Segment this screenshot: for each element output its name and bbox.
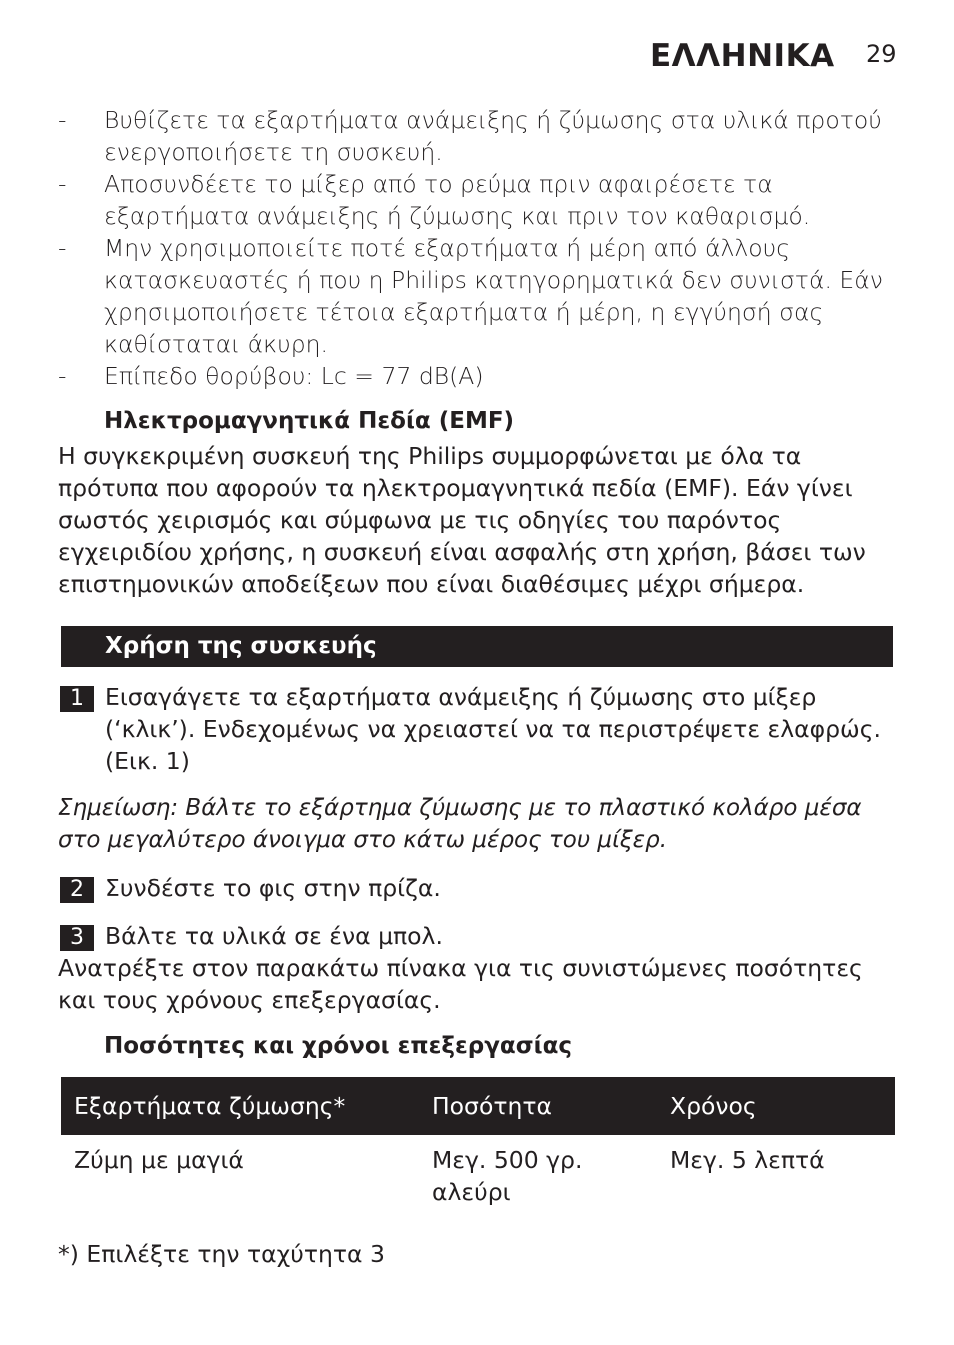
bullet-dash: -	[58, 362, 67, 390]
list-item	[58, 232, 898, 360]
step-number-badge: 2	[60, 877, 94, 903]
section-title: Χρήση της συσκευής	[105, 633, 377, 659]
step-text: Συνδέστε το φις στην πρίζα.	[105, 874, 441, 902]
note-text: Σημείωση: Βάλτε το εξάρτημα ζύμωσης με το πλαστικό κολάρο μέσα στο μεγαλύτερο άνοιγμα στο κάτω μέρος του μίξερ.	[58, 795, 862, 853]
list-item-text: Επίπεδο θορύβου: Lc = 77 dB(A)	[104, 362, 484, 390]
reference-paragraph: Ανατρέξτε στον παρακάτω πίνακα για τις συνιστώμενες ποσότητες και τους χρόνους επεξεργασίας.	[58, 954, 863, 1014]
list-item	[58, 104, 898, 168]
emf-paragraph: Η συγκεκριμένη συσκευή της Philips συμμορφώνεται με όλα τα πρότυπα που αφορούν τα ηλεκτρομαγνητικά πεδία (EMF). Εάν γίνει σωστός χειρισμός και σύμφωνα με τις οδηγίες του παρόντος εγχειριδίου χρήσης, η συσκευή είναι ασφαλής στη χρήση, βάσει των επιστημονικών αποδείξεων που είναι διαθέσιμες μέχρι σήμερα.	[58, 442, 866, 598]
step-1	[58, 681, 898, 777]
step-3	[58, 920, 898, 952]
step-text: Βάλτε τα υλικά σε ένα μπολ.	[105, 922, 443, 950]
column-header: Χρόνος	[657, 1077, 895, 1135]
footnote: *) Επιλέξτε την ταχύτητα 3	[58, 1240, 385, 1268]
table-title: Ποσότητες και χρόνοι επεξεργασίας	[104, 1033, 573, 1059]
table-header-row	[61, 1077, 895, 1135]
bullet-dash: -	[58, 234, 67, 262]
page-number: 29	[866, 40, 897, 68]
list-item-text: Μην χρησιμοποιείτε ποτέ εξαρτήματα ή μέρη από άλλους κατασκευαστές ή που η Philips κατηγορηματικά δεν συνιστά. Εάν χρησιμοποιήσετε τέτοια εξαρτήματα ή μέρη, η εγγύησή σας καθίσταται άκυρη.	[104, 234, 883, 358]
column-header: Εξαρτήματα ζύμωσης*	[61, 1077, 419, 1135]
section-header-bar	[61, 626, 893, 667]
table-cell: Ζύμη με μαγιά	[74, 1146, 244, 1174]
emf-heading: Ηλεκτρομαγνητικά Πεδία (EMF)	[104, 408, 515, 434]
processing-table	[61, 1077, 895, 1208]
bullet-dash: -	[58, 106, 67, 134]
table-cell: Μεγ. 5 λεπτά	[670, 1146, 825, 1174]
language-heading: ΕΛΛΗΝΙΚΑ	[650, 38, 835, 74]
table-row	[61, 1135, 895, 1208]
list-item	[58, 360, 898, 392]
list-item-text: Αποσυνδέετε το μίξερ από το ρεύμα πριν αφαιρέσετε τα εξαρτήματα ανάμειξης ή ζύμωσης και πριν τον καθαρισμό.	[104, 170, 811, 230]
warning-list	[58, 104, 898, 392]
step-number-badge: 1	[60, 686, 94, 712]
column-header: Ποσότητα	[419, 1077, 657, 1135]
bullet-dash: -	[58, 170, 67, 198]
table-cell: Μεγ. 500 γρ. αλεύρι	[432, 1146, 583, 1206]
step-2	[58, 872, 898, 904]
list-item-text: Βυθίζετε τα εξαρτήματα ανάμειξης ή ζύμωσης στα υλικά προτού ενεργοποιήσετε τη συσκευή.	[104, 106, 882, 166]
step-number-badge: 3	[60, 925, 94, 951]
step-text: Εισαγάγετε τα εξαρτήματα ανάμειξης ή ζύμωσης στο μίξερ (‘κλικ’). Ενδεχομένως να χρειαστεί να τα περιστρέψετε ελαφρώς. (Εικ. 1)	[105, 683, 881, 775]
list-item	[58, 168, 898, 232]
